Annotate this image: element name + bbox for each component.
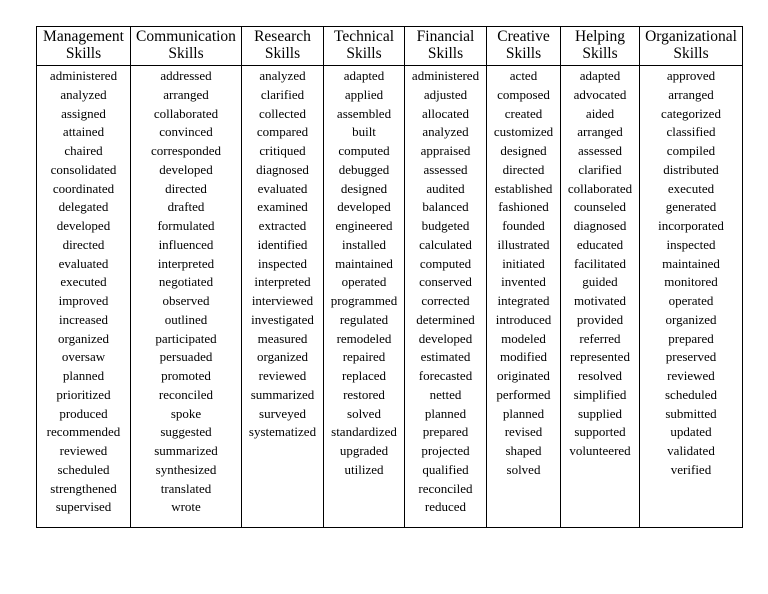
skill-word: convinced [159, 124, 213, 140]
skill-word: promoted [161, 368, 211, 383]
skill-word: executed [667, 180, 715, 196]
skill-word: adapted [579, 68, 621, 83]
skill-word: solved [347, 405, 381, 421]
skill-word: delegated [58, 199, 109, 215]
skill-word: estimated [420, 349, 471, 365]
skill-word: facilitated [574, 255, 626, 271]
skill-word: counseled [574, 199, 626, 215]
skill-word: reviewed [258, 368, 307, 383]
skill-word: inspected [257, 255, 308, 271]
column-header: Helping Skills [561, 27, 640, 66]
skill-word: formulated [157, 218, 215, 233]
column-header: Management Skills [37, 27, 131, 66]
skill-word: created [504, 105, 543, 121]
skill-word: netted [429, 386, 462, 402]
skill-word: assessed [423, 161, 468, 177]
skill-word: analyzed [60, 86, 107, 102]
skill-word: maintained [335, 255, 393, 271]
skill-word: reviewed [667, 368, 715, 383]
skill-word: adapted [343, 68, 385, 83]
skill-word: qualified [422, 461, 469, 477]
skill-word: invented [501, 274, 546, 290]
skill-word: validated [667, 443, 715, 458]
skill-word: addressed [160, 68, 212, 83]
skill-word: modified [500, 349, 547, 365]
skill-word: prioritized [56, 386, 111, 402]
skill-word: programmed [330, 293, 398, 308]
skill-word: spoke [170, 405, 202, 421]
skill-word: developed [56, 218, 111, 233]
skill-word: influenced [158, 236, 214, 252]
skill-word: debugged [338, 161, 390, 177]
skill-word: identified [257, 236, 308, 252]
skill-word: categorized [661, 105, 721, 121]
skill-word: allocated [422, 105, 469, 121]
skill-word: translated [160, 480, 212, 496]
skill-column [324, 66, 405, 528]
skill-word: acted [509, 68, 538, 83]
skill-word: organized [665, 311, 717, 327]
skill-word: fashioned [498, 199, 549, 215]
skill-word: planned [502, 405, 545, 421]
skill-column [131, 66, 242, 528]
skill-word: developed [159, 161, 213, 177]
skill-word: supported [574, 424, 626, 440]
skill-word: replaced [341, 368, 387, 383]
skill-word: investigated [251, 311, 314, 327]
skill-word: developed [418, 330, 473, 346]
skill-word: critiqued [259, 143, 306, 158]
skill-word: compiled [666, 143, 716, 158]
skill-word: verified [670, 461, 712, 477]
skill-word: maintained [662, 255, 720, 271]
skill-word: chaired [64, 143, 103, 158]
skill-word: distributed [663, 161, 719, 177]
skill-word: directed [62, 236, 105, 252]
skills-table [36, 26, 743, 528]
skill-word: oversaw [61, 349, 106, 365]
skill-word: computed [419, 255, 472, 271]
skill-word: diagnosed [573, 218, 627, 233]
column-header: Organizational Skills [640, 27, 743, 66]
skill-word: evaluated [58, 255, 109, 271]
skill-word: supervised [55, 499, 112, 515]
skill-word: coordinated [52, 180, 115, 196]
skill-word: analyzed [259, 68, 306, 83]
skill-word: audited [426, 180, 465, 196]
skill-word: guided [582, 274, 618, 290]
skill-word: analyzed [422, 124, 469, 140]
skill-word: projected [421, 443, 470, 458]
skill-word: administered [49, 68, 118, 83]
skill-word: assessed [577, 143, 623, 158]
skill-word: monitored [664, 274, 718, 290]
skill-word: aided [585, 105, 615, 121]
skill-word: resolved [577, 368, 623, 383]
skill-word: budgeted [421, 218, 470, 233]
skill-word: prepared [668, 330, 714, 346]
skill-word: strengthened [50, 480, 117, 496]
skill-word: operated [341, 274, 387, 290]
skill-word: built [352, 124, 376, 140]
skill-column [37, 66, 131, 528]
skill-word: simplified [573, 386, 627, 402]
skill-word: reconciled [158, 386, 214, 402]
skill-word: incorporated [658, 218, 724, 233]
skill-word: evaluated [257, 180, 308, 196]
skill-word: surveyed [259, 405, 306, 421]
skill-word: reduced [424, 499, 467, 515]
skill-word: negotiated [158, 274, 214, 290]
skill-word: scheduled [57, 461, 110, 477]
skill-word: approved [666, 68, 716, 83]
skill-word: increased [58, 311, 109, 327]
skill-word: referred [579, 330, 621, 346]
skill-word: initiated [502, 255, 545, 271]
skill-word: designed [340, 180, 388, 196]
skill-word: integrated [497, 293, 550, 308]
skill-word: illustrated [497, 236, 550, 252]
skill-word: recommended [46, 424, 121, 440]
skill-word: performed [496, 386, 551, 402]
skill-word: examined [257, 199, 308, 215]
skill-word: clarified [260, 86, 305, 102]
skill-word: participated [155, 330, 217, 346]
skill-word: produced [59, 405, 108, 421]
skill-word: attained [62, 124, 105, 140]
skill-word: arranged [668, 86, 714, 102]
skill-word: founded [502, 218, 545, 233]
skill-word: planned [62, 368, 105, 383]
skill-word: customized [493, 124, 554, 140]
skill-word: compared [256, 124, 309, 140]
skill-word: upgraded [339, 443, 389, 458]
skill-word: organized [256, 349, 309, 365]
skill-word: operated [668, 293, 714, 308]
skill-word: repaired [342, 349, 386, 365]
skill-word: classified [666, 124, 716, 140]
skill-word: provided [576, 311, 624, 327]
skill-column [561, 66, 640, 528]
skill-word: assembled [336, 105, 392, 121]
skill-word: modeled [501, 330, 546, 346]
skill-word: persuaded [159, 349, 213, 365]
column-header: Research Skills [242, 27, 324, 66]
skill-word: shaped [505, 443, 542, 458]
skill-word: corrected [421, 293, 470, 308]
skill-word: planned [424, 405, 467, 421]
skill-word: scheduled [665, 386, 717, 402]
skill-word: interpreted [157, 255, 215, 271]
skill-word: generated [665, 199, 717, 215]
skill-word: volunteered [569, 443, 631, 458]
skill-word: extracted [258, 218, 307, 233]
header-row [37, 27, 743, 66]
skill-word: executed [60, 274, 107, 290]
skill-word: composed [497, 86, 550, 102]
skill-word: designed [500, 143, 547, 158]
skill-word: diagnosed [256, 161, 309, 177]
skill-word: arranged [163, 86, 209, 102]
skill-word: established [494, 180, 553, 196]
skill-word: determined [416, 311, 475, 327]
skill-word: originated [497, 368, 550, 383]
skill-word: measured [257, 330, 308, 346]
skill-word: collected [259, 105, 306, 121]
skill-word: updated [670, 424, 712, 440]
skill-word: revised [504, 424, 543, 440]
skill-word: collaborated [153, 105, 219, 121]
skill-column [487, 66, 561, 528]
skill-word: clarified [578, 161, 622, 177]
skill-word: assigned [61, 105, 106, 121]
skill-word: improved [58, 293, 109, 308]
skill-word: represented [570, 349, 630, 365]
skill-word: interpreted [254, 274, 311, 290]
skill-word: suggested [160, 424, 212, 440]
skill-word: introduced [495, 311, 552, 327]
skill-word: directed [165, 180, 207, 196]
skill-word: prepared [422, 424, 469, 440]
skill-word: arranged [577, 124, 623, 140]
skill-word: consolidated [50, 161, 117, 177]
skill-word: solved [506, 461, 541, 477]
skill-word: calculated [419, 236, 472, 252]
skill-word: observed [162, 293, 210, 308]
skill-column [640, 66, 743, 528]
skill-word: restored [343, 386, 385, 402]
skill-word: administered [411, 68, 480, 83]
skill-word: systematized [248, 424, 317, 440]
skill-word: applied [344, 86, 384, 102]
skill-word: summarized [154, 443, 218, 458]
skill-word: engineered [335, 218, 393, 233]
skill-word: educated [576, 236, 624, 252]
skill-word: preserved [665, 349, 717, 365]
skill-word: corresponded [150, 143, 222, 158]
skill-word: drafted [167, 199, 205, 215]
skill-word: installed [341, 236, 387, 252]
skill-word: appraised [420, 143, 471, 158]
column-header: Communication Skills [131, 27, 242, 66]
skill-word: regulated [339, 311, 389, 327]
skill-word: developed [337, 199, 391, 215]
skill-word: reconciled [418, 480, 473, 496]
column-header: Creative Skills [487, 27, 561, 66]
skill-word: synthesized [155, 461, 217, 477]
skill-word: interviewed [251, 293, 314, 308]
skill-word: collaborated [567, 180, 633, 196]
skill-word: directed [502, 161, 545, 177]
skill-word: summarized [250, 386, 315, 402]
skill-word: remodeled [336, 330, 392, 346]
column-header: Financial Skills [405, 27, 487, 66]
skill-word: adjusted [423, 86, 468, 102]
skill-column [405, 66, 487, 528]
skill-column [242, 66, 324, 528]
skill-word: balanced [422, 199, 469, 215]
skill-word: standardized [331, 424, 397, 440]
skill-word: submitted [665, 405, 717, 421]
skill-word: computed [338, 143, 390, 158]
skill-word: reviewed [59, 443, 108, 458]
skill-word: inspected [666, 236, 716, 252]
skill-word: wrote [171, 499, 201, 515]
skill-word: forecasted [418, 368, 473, 383]
skill-word: organized [57, 330, 110, 346]
skill-word: utilized [344, 461, 384, 477]
body-row [37, 66, 743, 528]
skill-word: advocated [573, 86, 627, 102]
skill-word: motivated [574, 293, 626, 308]
skill-word: supplied [577, 405, 623, 421]
column-header: Technical Skills [324, 27, 405, 66]
skill-word: conserved [419, 274, 472, 290]
skill-word: outlined [164, 311, 208, 327]
